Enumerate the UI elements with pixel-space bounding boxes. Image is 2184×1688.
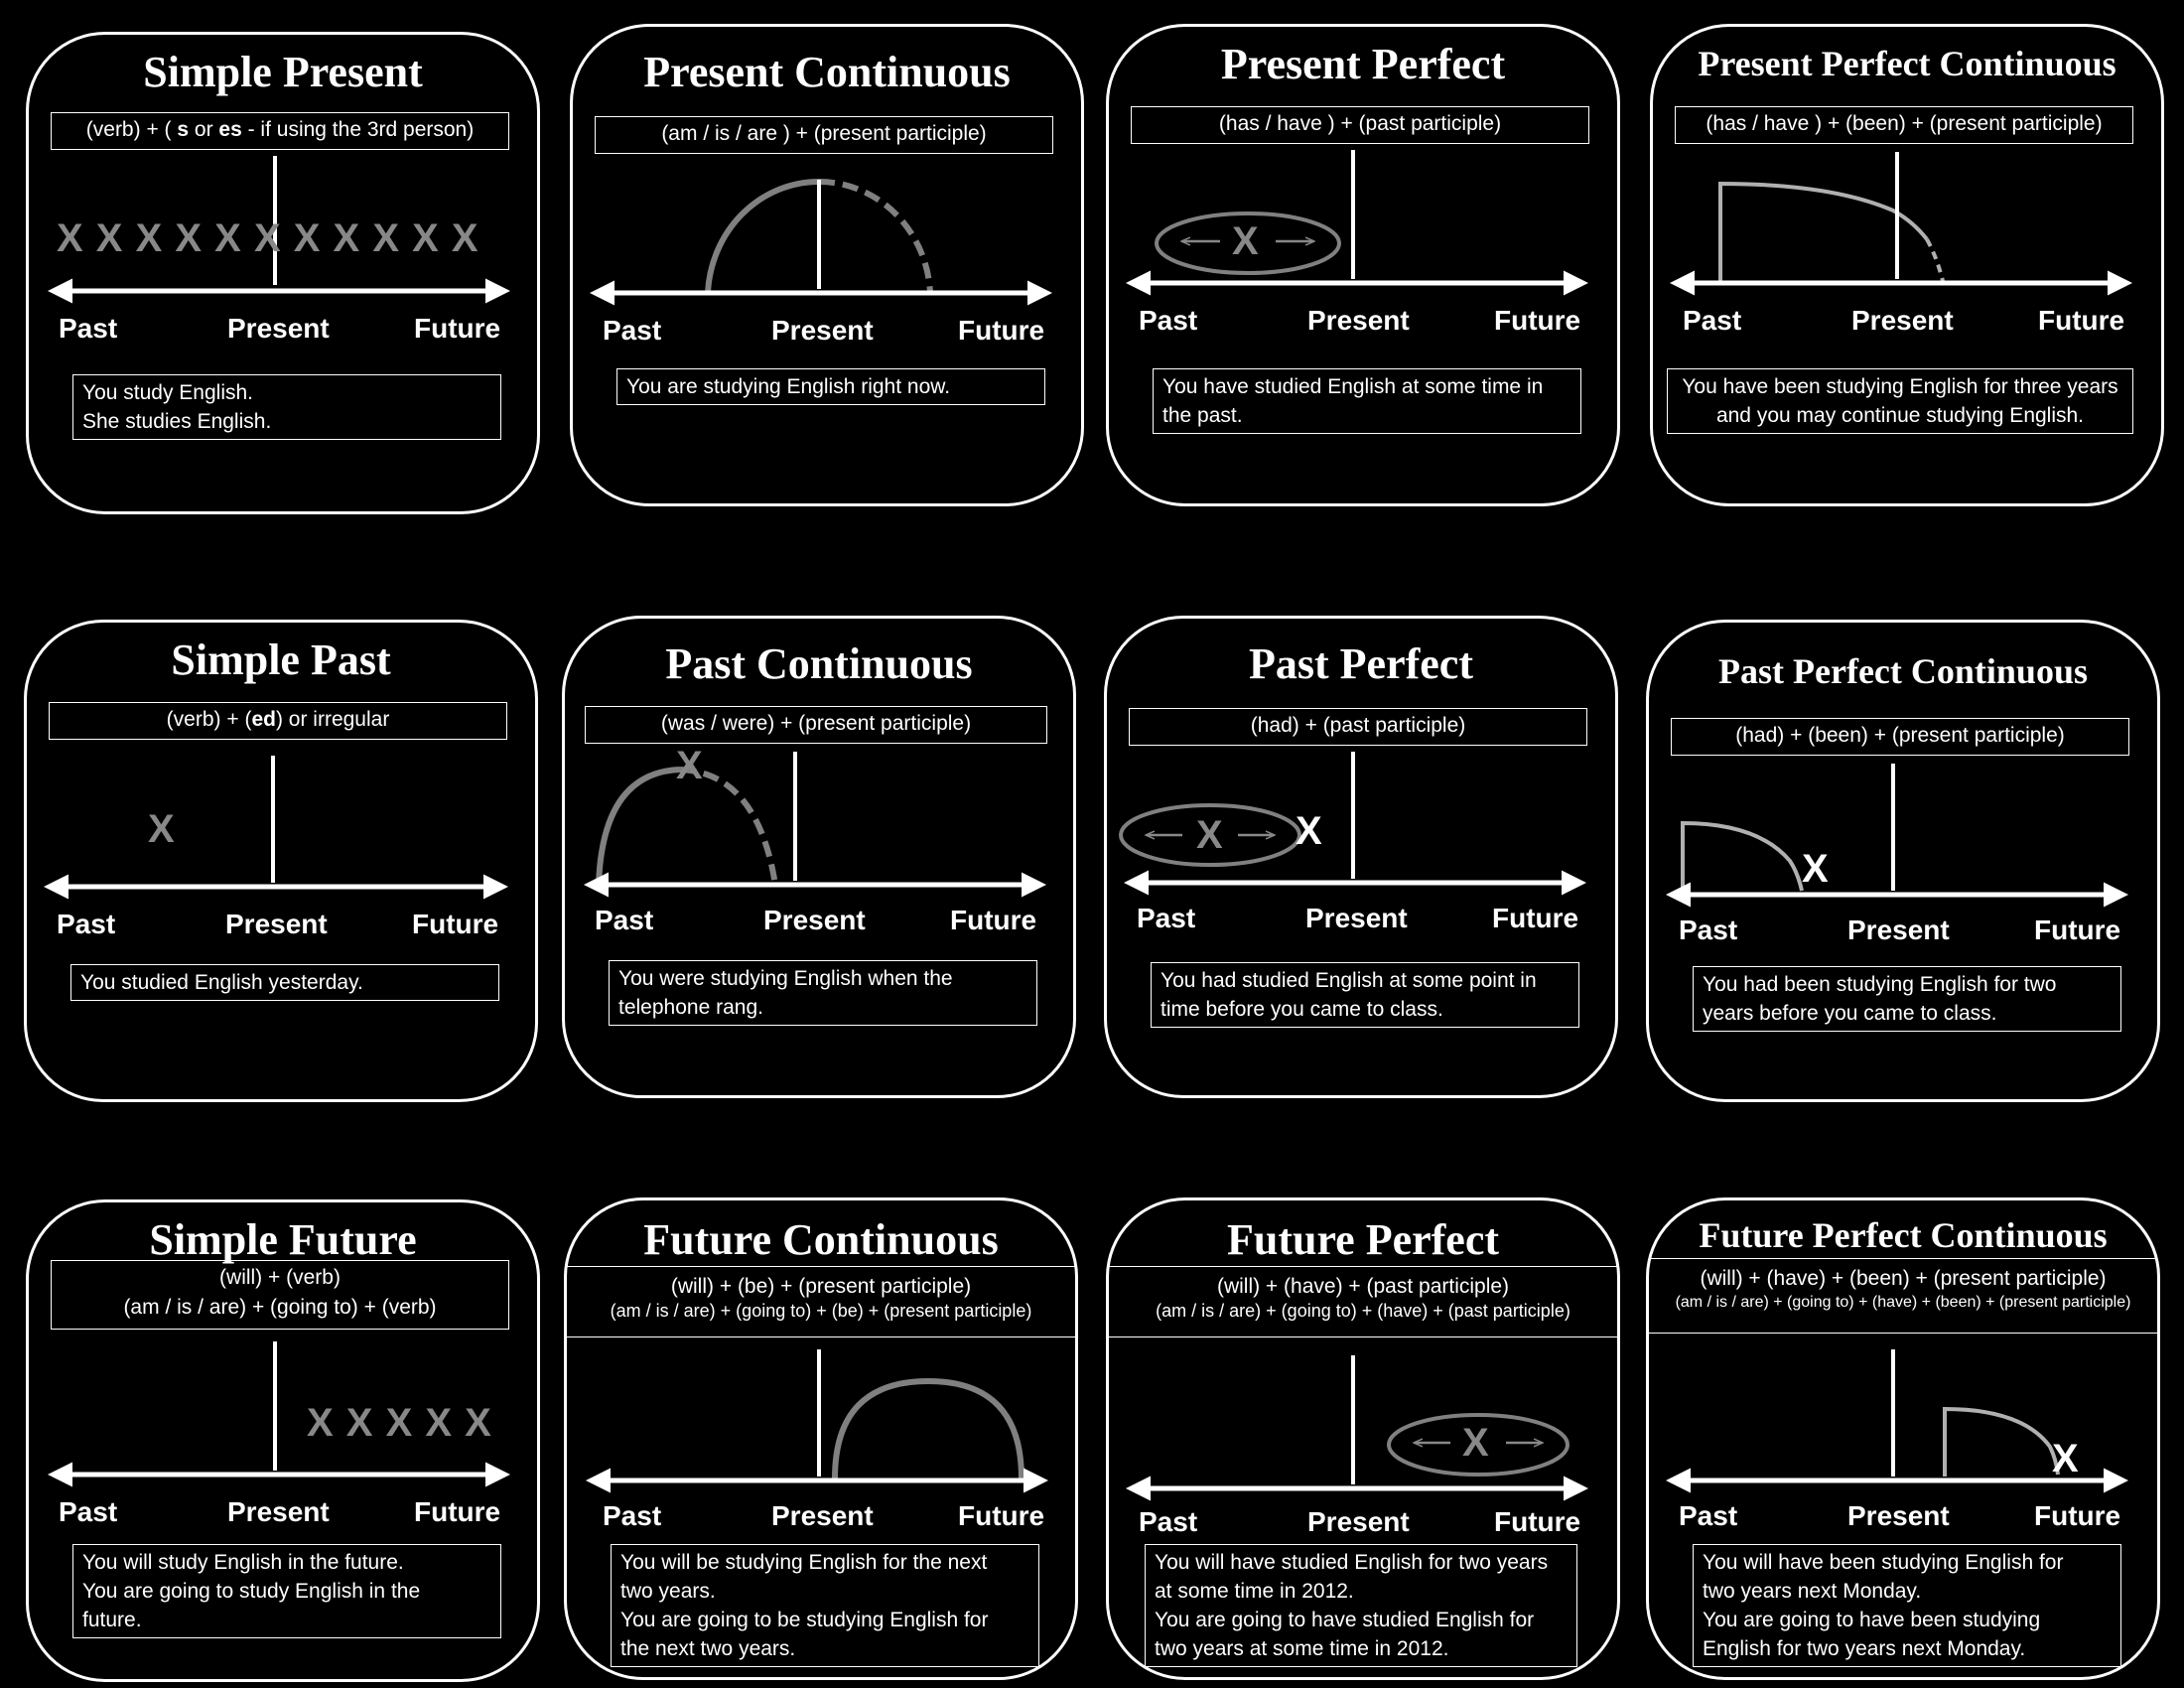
card-future-perfect-continuous xyxy=(1646,1197,2160,1680)
example-box: You were studying English when the telephone rang. xyxy=(609,960,1037,1026)
example-box: You will be studying English for the next two years. You are going to be studying English for the next two years. xyxy=(611,1544,1039,1667)
label-present: Present xyxy=(1305,903,1408,933)
label-past: Past xyxy=(1137,903,1196,933)
label-present: Present xyxy=(1847,914,1950,945)
card-present-perfect-continuous xyxy=(1650,24,2164,506)
card-future-perfect xyxy=(1106,1197,1620,1680)
card-title: Future Perfect Continuous xyxy=(1699,1215,2108,1255)
label-past: Past xyxy=(1679,1500,1738,1531)
label-past: Past xyxy=(603,1500,662,1531)
action-marks: X X X X X X X X X X X xyxy=(57,216,479,260)
example-box: You had been studying English for two years before you came to class. xyxy=(1693,966,2121,1032)
card-present-perfect xyxy=(1106,24,1620,506)
formula: (verb) + (ed) or irregular xyxy=(49,702,507,740)
label-future: Future xyxy=(1494,305,1581,336)
card-title: Simple Past xyxy=(171,635,391,684)
card-title: Simple Future xyxy=(149,1215,417,1264)
label-future: Future xyxy=(958,1500,1045,1531)
duration-curve xyxy=(1945,1409,2058,1477)
label-present: Present xyxy=(1307,305,1410,336)
label-future: Future xyxy=(950,905,1037,935)
label-future: Future xyxy=(414,1496,501,1527)
action-mark: X xyxy=(1232,219,1259,263)
label-past: Past xyxy=(1139,305,1198,336)
example-box: You studied English yesterday. xyxy=(70,964,499,1001)
action-mark-grey: X xyxy=(1196,813,1223,857)
card-title: Past Perfect xyxy=(1249,639,1473,688)
continuous-arc-past xyxy=(708,182,819,293)
example-box: You are studying English right now. xyxy=(616,368,1045,405)
label-past: Past xyxy=(59,313,118,344)
label-past: Past xyxy=(57,909,116,939)
label-future: Future xyxy=(2034,1500,2121,1531)
card-simple-future xyxy=(26,1199,540,1682)
formula: (was / were) + (present participle) xyxy=(585,706,1047,744)
card-title: Present Perfect xyxy=(1220,40,1506,88)
label-past: Past xyxy=(603,315,662,346)
timeline-diagram xyxy=(573,27,1087,509)
example-box: You will have studied English for two years at some time in 2012. You are going to have studied English for two years at some time in 2012. xyxy=(1145,1544,1577,1667)
label-past: Past xyxy=(595,905,654,935)
label-present: Present xyxy=(1851,305,1954,336)
formula: (had) + (been) + (present participle) xyxy=(1671,718,2129,756)
continuous-arc-future xyxy=(819,182,930,293)
action-mark: X xyxy=(676,744,703,787)
label-present: Present xyxy=(1847,1500,1950,1531)
continuous-arc-past xyxy=(599,770,680,885)
action-mark: X xyxy=(2052,1437,2079,1480)
card-title: Past Continuous xyxy=(665,639,973,688)
label-present: Present xyxy=(225,909,328,939)
label-future: Future xyxy=(412,909,499,939)
label-present: Present xyxy=(227,1496,330,1527)
card-title: Present Perfect Continuous xyxy=(1698,44,2116,83)
timeline-diagram xyxy=(565,619,1079,1101)
card-title: Present Continuous xyxy=(643,48,1011,96)
card-simple-past xyxy=(24,620,538,1102)
example-box: You have been studying English for three years and you may continue studying English. xyxy=(1667,368,2133,434)
card-simple-present xyxy=(26,32,540,514)
label-present: Present xyxy=(771,315,874,346)
card-present-continuous xyxy=(570,24,1084,506)
example-box: You will have been studying English for two years next Monday. You are going to have been studying English for two years next Monday. xyxy=(1693,1544,2121,1667)
example-box: You will study English in the future. You are going to study English in the future. xyxy=(72,1544,501,1638)
formula: (had) + (past participle) xyxy=(1129,708,1587,746)
card-past-continuous xyxy=(562,616,1076,1098)
timeline-diagram xyxy=(1109,27,1623,509)
card-title: Future Continuous xyxy=(643,1215,999,1264)
action-mark: X xyxy=(1462,1421,1489,1465)
timeline-diagram xyxy=(1653,27,2167,509)
duration-curve-dashed xyxy=(1927,239,1943,281)
card-future-continuous xyxy=(564,1197,1078,1680)
formula: (has / have ) + (been) + (present participle) xyxy=(1675,106,2133,144)
label-future: Future xyxy=(414,313,501,344)
action-mark: X xyxy=(148,807,175,851)
timeline-diagram xyxy=(1649,623,2163,1105)
formula: (verb) + ( s or es - if using the 3rd person) xyxy=(51,112,509,150)
label-future: Future xyxy=(1494,1506,1581,1537)
label-future: Future xyxy=(2034,914,2121,945)
label-present: Present xyxy=(227,313,330,344)
label-past: Past xyxy=(1683,305,1742,336)
label-future: Future xyxy=(1492,903,1579,933)
example-box: You study English. She studies English. xyxy=(72,374,501,440)
card-title: Future Perfect xyxy=(1226,1215,1500,1264)
formula: (will) + (have) + (past participle) (am / is / are) + (going to) + (have) + (past participle) xyxy=(1109,1266,1617,1337)
formula: (will) + (be) + (present participle) (am / is / are) + (going to) + (be) + (present participle) xyxy=(567,1266,1075,1337)
label-future: Future xyxy=(958,315,1045,346)
formula: (will) + (have) + (been) + (present participle) (am / is / are) + (going to) + (have) + (been) + (present participle) xyxy=(1649,1258,2157,1334)
label-past: Past xyxy=(59,1496,118,1527)
card-past-perfect xyxy=(1104,616,1618,1098)
card-past-perfect-continuous xyxy=(1646,620,2160,1102)
action-mark: X xyxy=(1802,847,1829,891)
action-mark-white: X xyxy=(1296,809,1322,853)
action-marks: X X X X X xyxy=(307,1401,492,1445)
example-box: You have studied English at some time in the past. xyxy=(1153,368,1581,434)
label-present: Present xyxy=(771,1500,874,1531)
duration-curve xyxy=(1683,823,1802,895)
continuous-arc-future xyxy=(835,1381,1022,1478)
example-box: You had studied English at some point in time before you came to class. xyxy=(1151,962,1579,1028)
label-future: Future xyxy=(2038,305,2125,336)
formula: (am / is / are ) + (present participle) xyxy=(595,116,1053,154)
timeline-diagram xyxy=(27,623,541,1105)
formula: (will) + (verb) (am / is / are) + (going to) + (verb) xyxy=(51,1260,509,1330)
label-past: Past xyxy=(1139,1506,1198,1537)
label-present: Present xyxy=(763,905,866,935)
label-present: Present xyxy=(1307,1506,1410,1537)
timeline-diagram xyxy=(29,35,543,517)
label-past: Past xyxy=(1679,914,1738,945)
card-title: Simple Present xyxy=(143,48,423,96)
card-title: Past Perfect Continuous xyxy=(1718,651,2088,691)
timeline-diagram xyxy=(1107,619,1621,1101)
formula: (has / have ) + (past participle) xyxy=(1131,106,1589,144)
